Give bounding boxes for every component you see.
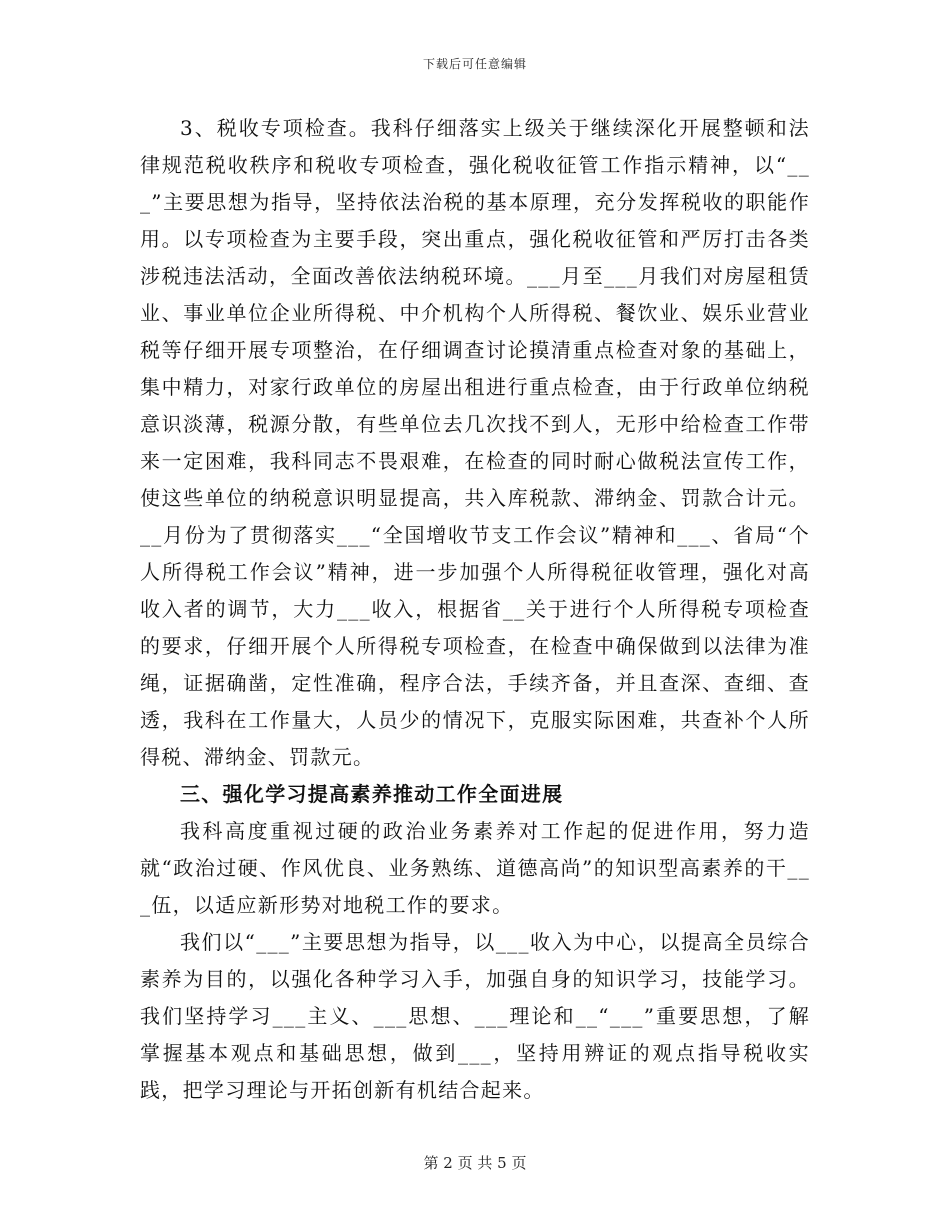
section-heading: 三、强化学习提高素养推动工作全面进展 <box>180 782 564 806</box>
paragraph-study-guidance: 我们以“___”主要思想为指导，以___收入为中心，以提高全员综合素养为目的，以强化各种学习入手，加强自身的知识学习，技能学习。我们坚持学习___主义、___思想、___理论和__“___”重要思想，了解掌握基本观点和基础思想，做到___，坚持用辨证的观点指导税收实践，把学习理论与开拓创新有机结合起来。 <box>140 930 810 1102</box>
paragraph-quality-emphasis: 我科高度重视过硬的政治业务素养对工作起的促进作用，努力造就“政治过硬、作风优良、业务熟练、道德高尚”的知识型高素养的干___伍，以适应新形势对地税工作的要求。 <box>140 819 810 917</box>
page-footer: 第 2 页 共 5 页 <box>423 1154 527 1172</box>
paragraph-tax-inspection: 3、税收专项检查。我科仔细落实上级关于继续深化开展整顿和法律规范税收秩序和税收专项检查，强化税收征管工作指示精神，以“___”主要思想为指导，坚持依法治税的基本原理，充分发挥税收的职能作用。以专项检查为主要手段，突出重点，强化税收征管和严厉打击各类涉税违法活动，全面改善依法纳税环境。___月至___月我们对房屋租赁业、事业单位企业所得税、中介机构个人所得税、餐饮业、娱乐业营业税等仔细开展专项整治，在仔细调查讨论摸清重点检查对象的基础上，集中精力，对家行政单位的房屋出租进行重点检查，由于行政单位纳税意识淡薄，税源分散，有些单位去几次找不到人，无形中给检查工作带来一定困难，我科同志不畏艰难，在检查的同时耐心做税法宣传工作，使这些单位的纳税意识明显提高，共入库税款、滞纳金、罚款合计元。__月份为了贯彻落实___“全国增收节支工作会议”精神和___、省局“个人所得税工作会议”精神，进一步加强个人所得税征收管理，强化对高收入者的调节，大力___收入，根据省__关于进行个人所得税专项检查的要求，仔细开展个人所得税专项检查，在检查中确保做到以法律为准绳，证据确凿，定性准确，程序合法，手续齐备，并且查深、查细、查透，我科在工作量大，人员少的情况下，克服实际困难，共查补个人所得税、滞纳金、罚款元。 <box>140 116 810 769</box>
document-body <box>140 110 810 1109</box>
page-header: 下载后可任意编辑 <box>422 57 527 71</box>
